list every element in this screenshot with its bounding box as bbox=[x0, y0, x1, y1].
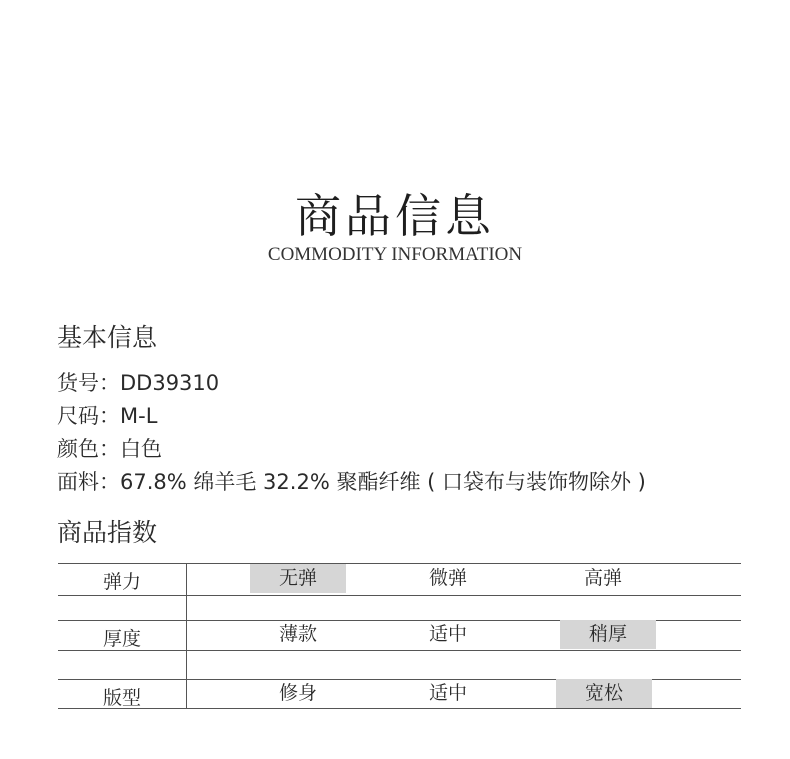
row-label: 厚度 bbox=[102, 628, 141, 650]
info-item-size: 尺码：M-L bbox=[57, 404, 158, 428]
option-loose: 宽松 bbox=[556, 679, 652, 708]
row-label: 版型 bbox=[102, 687, 141, 709]
info-item-fabric: 面料：67.8% 绵羊毛 32.2% 聚酯纤维 ( 口袋布与装饰物除外 ) bbox=[57, 470, 646, 494]
table-rule bbox=[58, 595, 741, 596]
option-thin: 薄款 bbox=[278, 623, 317, 645]
option-slight-stretch: 微弹 bbox=[428, 567, 467, 589]
row-label: 弹力 bbox=[102, 571, 141, 593]
info-item-sku: 货号：DD39310 bbox=[57, 371, 220, 395]
info-item-color: 颜色：白色 bbox=[57, 437, 162, 461]
product-index-heading: 商品指数 bbox=[57, 518, 158, 547]
option-medium-thickness: 适中 bbox=[428, 623, 467, 645]
option-none-stretch: 无弹 bbox=[250, 564, 346, 593]
option-high-stretch: 高弹 bbox=[583, 567, 622, 589]
page-subtitle: COMMODITY INFORMATION bbox=[267, 244, 523, 265]
basic-info-heading: 基本信息 bbox=[57, 323, 158, 352]
table-divider bbox=[186, 563, 187, 708]
page-title: 商品信息 bbox=[295, 189, 495, 243]
product-index-table bbox=[58, 563, 741, 709]
option-regular-fit: 适中 bbox=[428, 682, 467, 704]
option-slightly-thick: 稍厚 bbox=[560, 620, 656, 649]
option-slim: 修身 bbox=[278, 682, 317, 704]
